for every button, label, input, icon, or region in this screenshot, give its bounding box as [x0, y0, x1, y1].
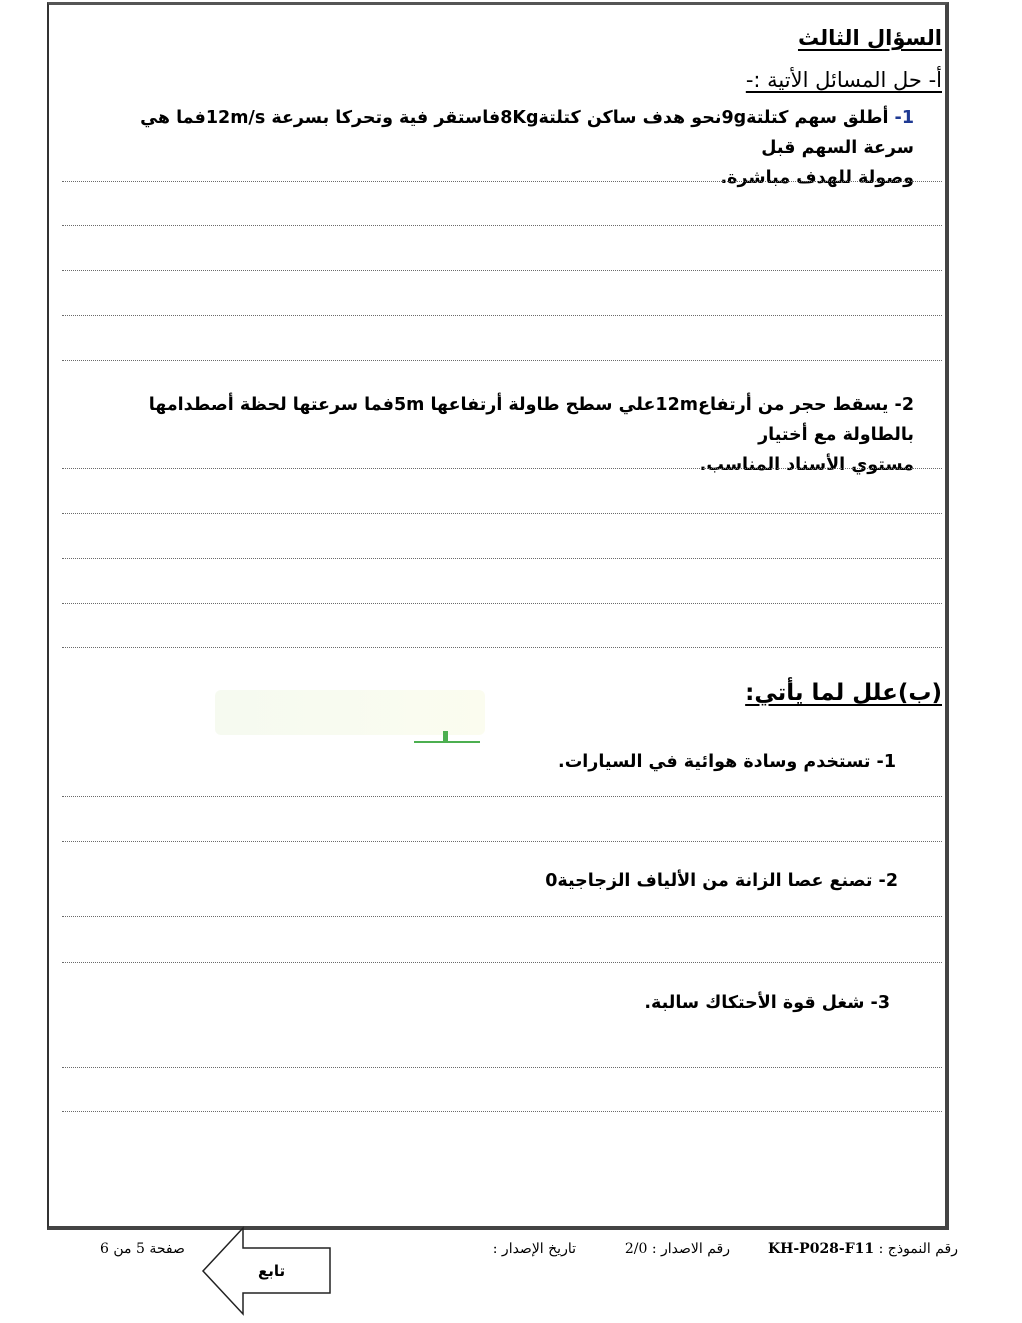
continue-button[interactable]: تابع	[258, 1262, 286, 1280]
problem-1-text-line2: وصولة للهدف مباشرة.	[720, 168, 914, 188]
page-number: صفحة 5 من 6	[100, 1241, 185, 1257]
reason-item-3-text: شغل قوة الأحتكاك سالبة.	[644, 993, 865, 1013]
problem-1-number: 1-	[894, 108, 914, 128]
answer-line	[62, 181, 942, 182]
answer-line	[62, 513, 942, 514]
version	[625, 1241, 730, 1257]
reason-item-3-number: 3-	[870, 993, 890, 1013]
answer-line	[62, 916, 942, 917]
problem-2	[114, 390, 914, 480]
reason-item-2-text: تصنع عصا الزانة من الألياف الزجاجية0	[545, 871, 873, 891]
answer-line	[62, 647, 942, 648]
reason-item-2	[545, 871, 898, 891]
form-number	[768, 1241, 958, 1257]
answer-line	[62, 962, 942, 963]
reason-item-1-text: تستخدم وسادة هوائية في السيارات.	[558, 752, 871, 772]
section-b-title: (ب)علل لما يأتي:	[745, 680, 942, 706]
answer-line	[62, 558, 942, 559]
answer-line	[62, 603, 942, 604]
answer-line	[62, 270, 942, 271]
answer-line	[62, 468, 942, 469]
problem-2-number: 2-	[894, 395, 914, 415]
version-value: 2/0	[624, 1241, 648, 1257]
reason-item-1-number: 1-	[876, 752, 896, 772]
watermark-logo	[215, 690, 485, 735]
problem-1-text-line1: أطلق سهم كتلتة9gنحو هدف ساكن كتلتة8Kgفاستقر فية وتحركا بسرعة 12m/sفما هي سرعة السهم قبل	[140, 108, 914, 158]
form-number-label: رقم النموذج :	[878, 1241, 958, 1257]
reason-item-2-number: 2-	[878, 871, 898, 891]
green-underline	[414, 741, 480, 743]
problem-1	[114, 103, 914, 193]
answer-line	[62, 841, 942, 842]
answer-line	[62, 225, 942, 226]
problem-2-text-line2: مستوي الأسناد المناسب.	[699, 455, 914, 475]
answer-line	[62, 796, 942, 797]
answer-line	[62, 1111, 942, 1112]
answer-line	[62, 315, 942, 316]
form-number-value: KH-P028-F11	[767, 1241, 875, 1257]
reason-item-3	[644, 993, 890, 1013]
issue-date: تاريخ الإصدار :	[492, 1241, 576, 1257]
answer-line	[62, 1067, 942, 1068]
reason-item-1	[558, 752, 896, 772]
answer-line	[62, 360, 942, 361]
section-a-subtitle: أ- حل المسائل الأتية :-	[745, 68, 942, 92]
question-title: السؤال الثالث	[797, 26, 942, 50]
version-label: رقم الاصدار :	[651, 1241, 730, 1257]
problem-2-text-line1: يسقط حجر من أرتفاع12mعلي سطح طاولة أرتفاعها 5mفما سرعتها لحظة أصطدامها بالطاولة مع أختيار	[148, 395, 914, 445]
